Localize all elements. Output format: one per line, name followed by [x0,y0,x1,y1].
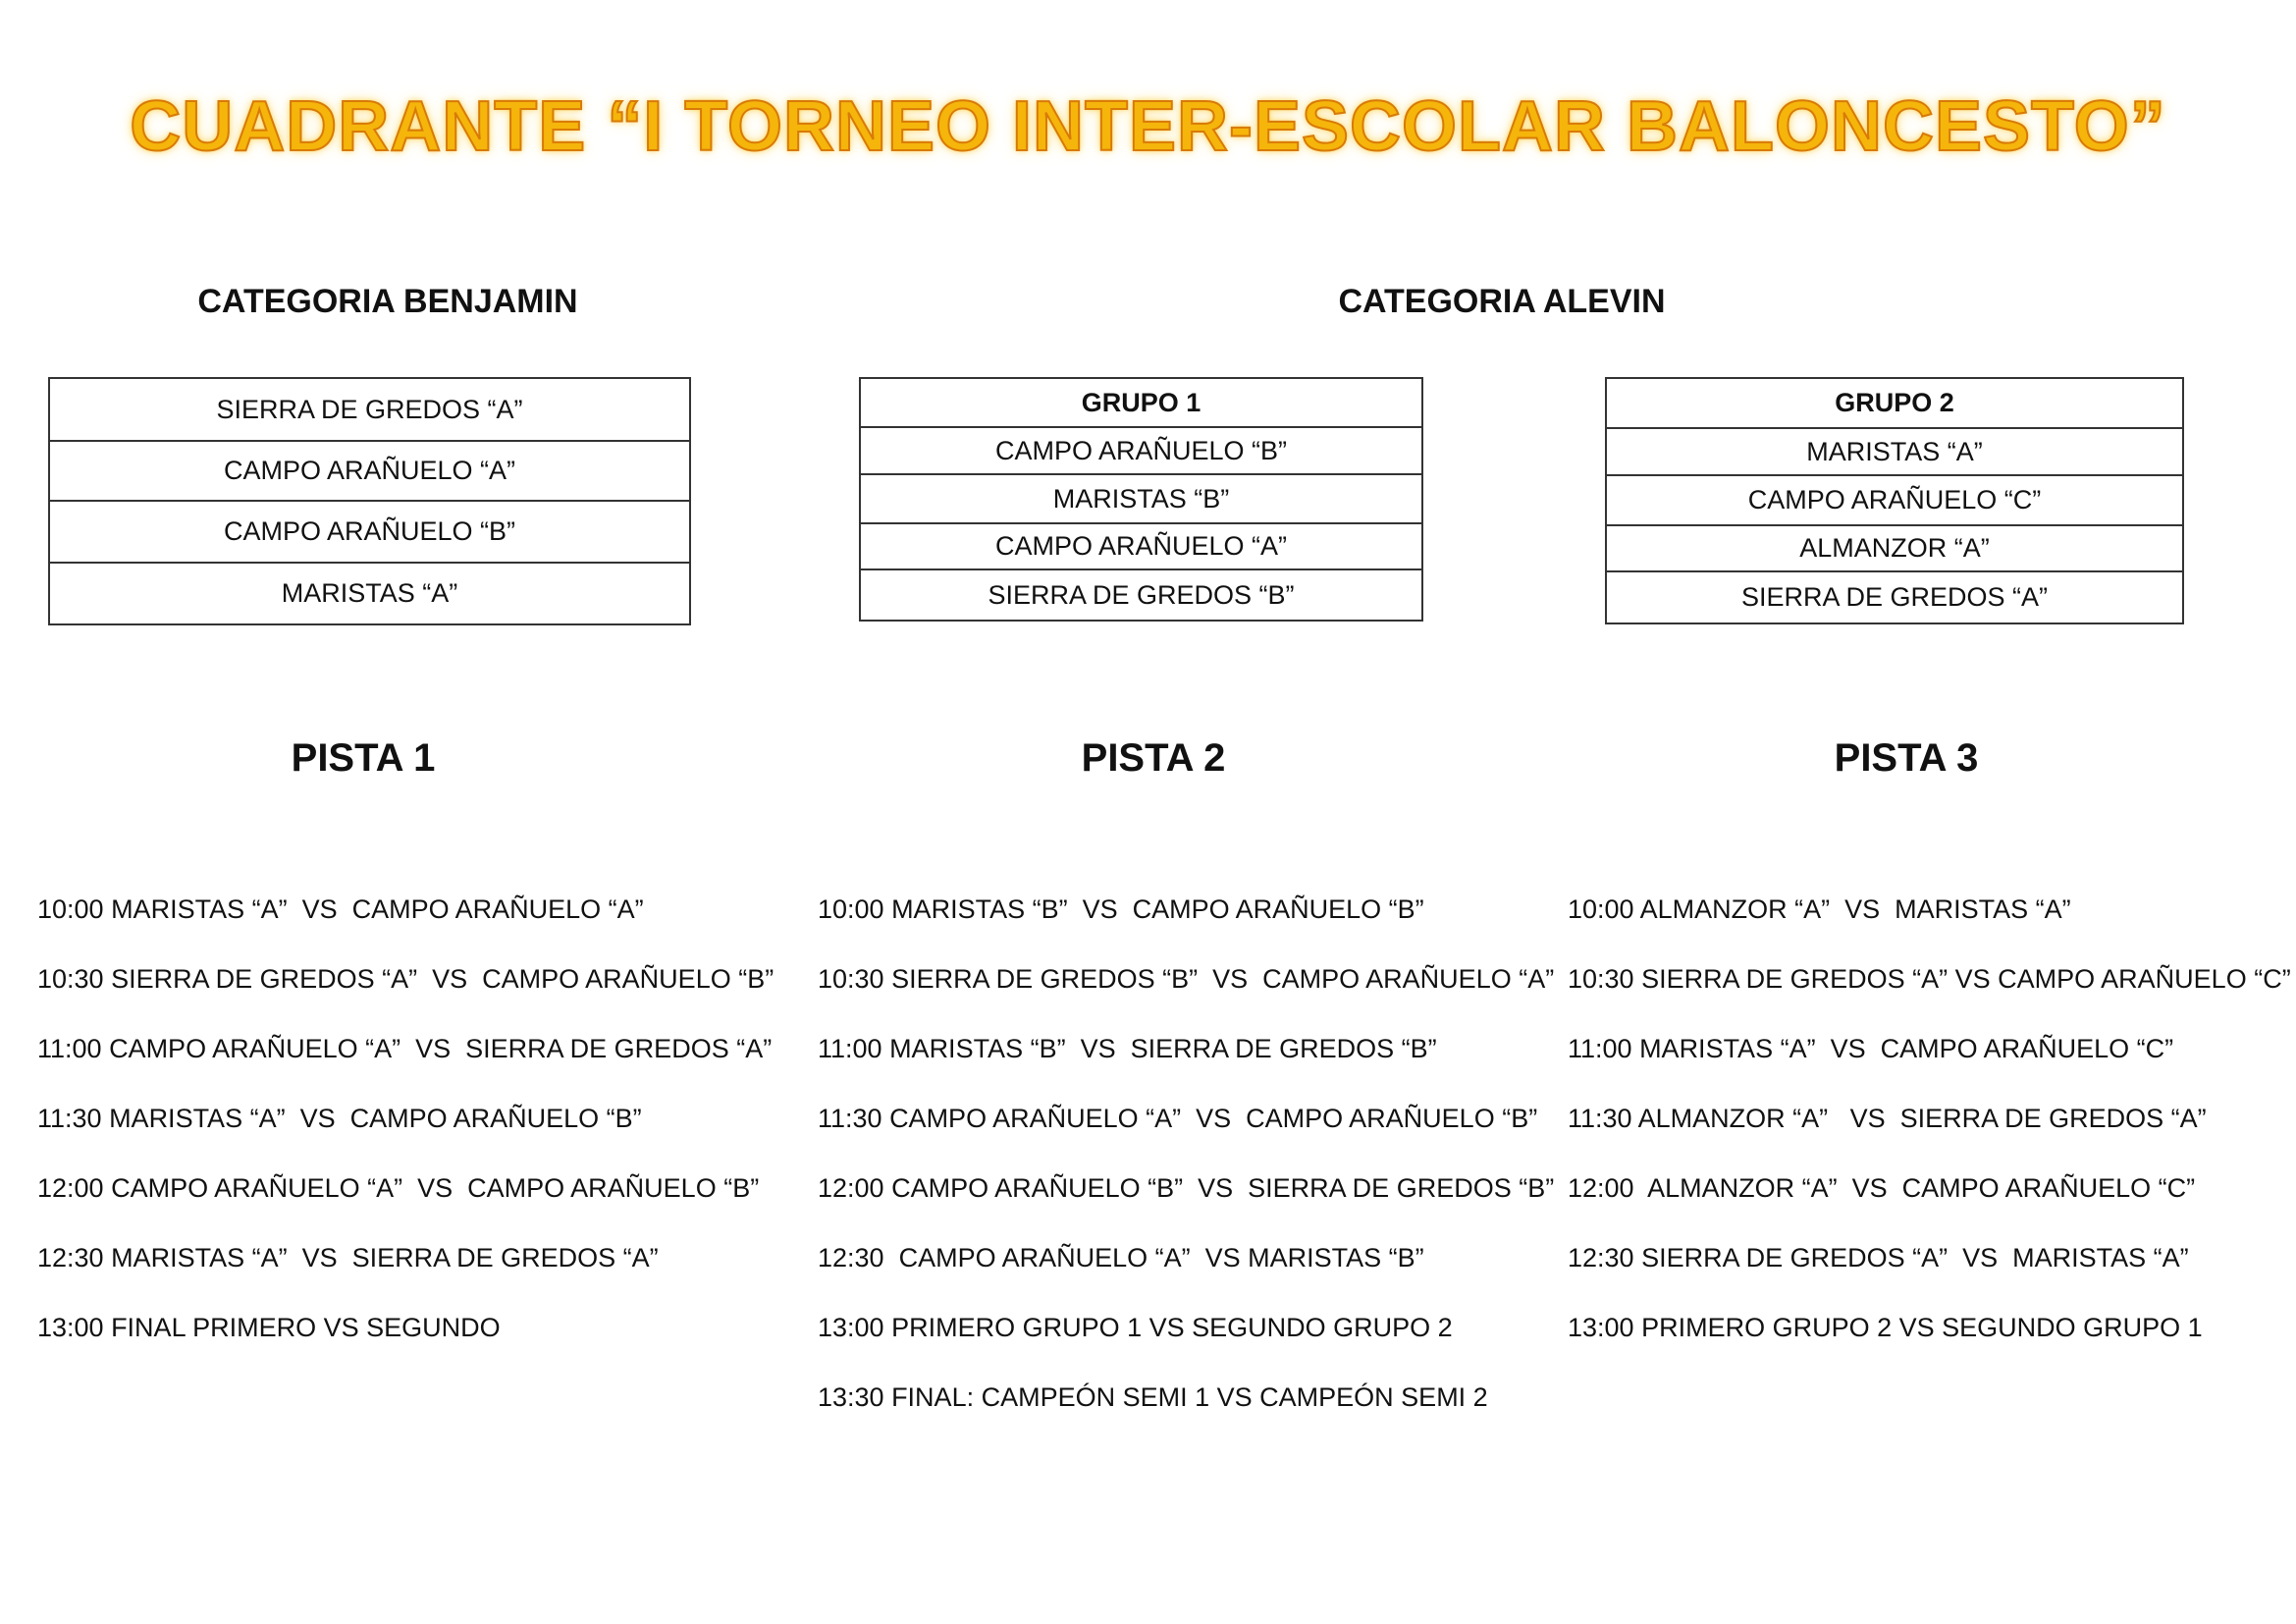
pista-1-schedule [37,875,774,1363]
pista-2-schedule [818,875,1554,1433]
pista-1-heading: PISTA 1 [291,736,436,780]
benjamin-teams-table [48,377,691,625]
match-item: 10:30 SIERRA DE GREDOS “B” VS CAMPO ARAÑUELO “A” [818,964,1555,994]
pista-3-heading: PISTA 3 [1834,736,1979,780]
match-item: 12:30 MARISTAS “A” VS SIERRA DE GREDOS “A” [37,1243,659,1272]
match-item: 13:00 PRIMERO GRUPO 1 VS SEGUNDO GRUPO 2 [818,1313,1453,1342]
pista-2-heading: PISTA 2 [1081,736,1226,780]
table-cell: CAMPO ARAÑUELO “A” [49,441,690,501]
grupo1-label: GRUPO 1 [860,378,1422,427]
match-item: 13:00 PRIMERO GRUPO 2 VS SEGUNDO GRUPO 1 [1568,1313,2203,1342]
table-cell: ALMANZOR “A” [1606,525,2183,571]
grupo2-teams-table [1605,377,2184,624]
match-item: 10:30 SIERRA DE GREDOS “A” VS CAMPO ARAÑUELO “B” [37,964,774,994]
match-item: 13:30 FINAL: CAMPEÓN SEMI 1 VS CAMPEÓN SEMI 2 [818,1382,1488,1412]
match-item: 11:00 MARISTAS “A” VS CAMPO ARAÑUELO “C” [1568,1034,2174,1063]
table-cell: SIERRA DE GREDOS “A” [1606,571,2183,623]
match-item: 12:00 CAMPO ARAÑUELO “A” VS CAMPO ARAÑUELO “B” [37,1173,760,1203]
page-title: CUADRANTE “I TORNEO INTER-ESCOLAR BALONCESTO” [130,87,2166,166]
match-item: 11:30 ALMANZOR “A” VS SIERRA DE GREDOS “A” [1568,1104,2207,1133]
pista-3-schedule [1568,875,2291,1363]
table-cell: MARISTAS “B” [860,474,1422,523]
match-item: 11:00 CAMPO ARAÑUELO “A” VS SIERRA DE GREDOS “A” [37,1034,773,1063]
table-cell: SIERRA DE GREDOS “B” [860,569,1422,621]
match-item: 10:00 ALMANZOR “A” VS MARISTAS “A” [1568,894,2071,924]
table-cell: CAMPO ARAÑUELO “B” [49,501,690,563]
table-cell: MARISTAS “A” [49,563,690,624]
table-cell: CAMPO ARAÑUELO “A” [860,523,1422,569]
match-item: 11:30 MARISTAS “A” VS CAMPO ARAÑUELO “B” [37,1104,642,1133]
match-item: 11:30 CAMPO ARAÑUELO “A” VS CAMPO ARAÑUELO “B” [818,1104,1538,1133]
benjamin-heading: CATEGORIA BENJAMIN [197,283,578,320]
grupo1-teams-table [859,377,1423,622]
table-cell: MARISTAS “A” [1606,428,2183,475]
match-item: 10:00 MARISTAS “B” VS CAMPO ARAÑUELO “B” [818,894,1424,924]
table-cell: CAMPO ARAÑUELO “B” [860,427,1422,474]
match-item: 11:00 MARISTAS “B” VS SIERRA DE GREDOS “B” [818,1034,1437,1063]
table-cell: SIERRA DE GREDOS “A” [49,378,690,441]
match-item: 12:30 SIERRA DE GREDOS “A” VS MARISTAS “A” [1568,1243,2189,1272]
match-item: 12:30 CAMPO ARAÑUELO “A” VS MARISTAS “B” [818,1243,1424,1272]
match-item: 12:00 ALMANZOR “A” VS CAMPO ARAÑUELO “C” [1568,1173,2196,1203]
match-item: 10:00 MARISTAS “A” VS CAMPO ARAÑUELO “A” [37,894,644,924]
match-item: 10:30 SIERRA DE GREDOS “A” VS CAMPO ARAÑUELO “C” [1568,964,2291,994]
alevin-heading: CATEGORIA ALEVIN [1338,283,1666,320]
match-item: 12:00 CAMPO ARAÑUELO “B” VS SIERRA DE GREDOS “B” [818,1173,1555,1203]
match-item: 13:00 FINAL PRIMERO VS SEGUNDO [37,1313,501,1342]
table-cell: CAMPO ARAÑUELO “C” [1606,475,2183,525]
grupo2-label: GRUPO 2 [1606,378,2183,428]
